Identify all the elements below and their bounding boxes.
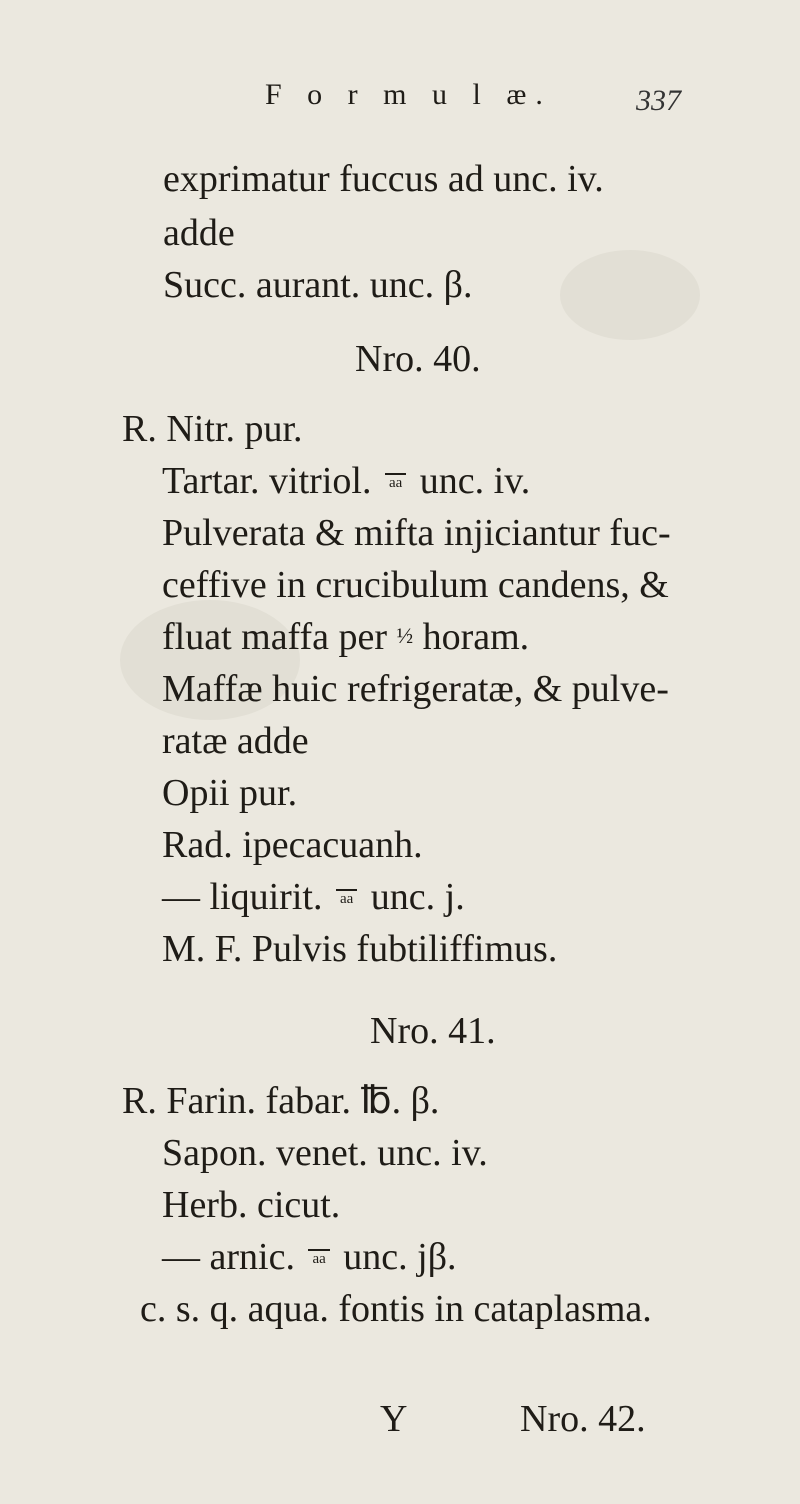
text-line: R. Nitr. pur.: [122, 408, 303, 450]
section-heading: Nro. 41.: [370, 1010, 496, 1052]
text-fragment: — liquirit.: [162, 876, 323, 918]
section-heading: Nro. 40.: [355, 338, 481, 380]
ana-mark: aa: [308, 1249, 329, 1268]
text-line: [162, 1238, 457, 1276]
text-line: Herb. cicut.: [162, 1184, 341, 1226]
text-line: [162, 462, 530, 500]
fraction: ½: [396, 623, 414, 648]
text-fragment: — arnic.: [162, 1236, 295, 1278]
paper-stain: [560, 250, 700, 340]
text-line: [162, 878, 465, 916]
text-line: Succ. aurant. unc. β.: [163, 264, 473, 306]
text-line: Opii pur.: [162, 772, 298, 814]
text-line: ceffive in crucibulum candens, &: [162, 564, 669, 606]
text-line: adde: [163, 212, 235, 254]
text-line: Maffæ huic refrigeratæ, & pulve-: [162, 668, 669, 710]
text-line: Rad. ipecacuanh.: [162, 824, 423, 866]
text-fragment: Tartar. vitriol.: [162, 460, 372, 502]
ana-mark: aa: [336, 889, 357, 908]
ana-mark: aa: [385, 473, 406, 492]
text-fragment: fluat maffa per: [162, 616, 388, 658]
text-line: M. F. Pulvis fubtiliffimus.: [162, 928, 558, 970]
signature-mark: Y: [380, 1398, 408, 1440]
running-title: F o r m u l æ.: [265, 78, 552, 111]
text-fragment: unc. iv.: [419, 460, 531, 502]
text-fragment: unc. j.: [370, 876, 465, 918]
text-fragment: horam.: [422, 616, 530, 658]
catchword: Nro. 42.: [520, 1398, 646, 1440]
page-number: 337: [636, 84, 681, 117]
text-line: [162, 618, 529, 656]
text-line: c. s. q. aqua. fontis in cataplasma.: [140, 1288, 652, 1330]
text-line: Pulverata & mifta injiciantur fuc-: [162, 512, 671, 554]
text-line: exprimatur fuccus ad unc. iv.: [163, 158, 604, 200]
text-line: R. Farin. fabar. ℔. β.: [122, 1080, 440, 1122]
text-line: ratæ adde: [162, 720, 309, 762]
text-line: Sapon. venet. unc. iv.: [162, 1132, 488, 1174]
text-fragment: unc. jβ.: [343, 1236, 457, 1278]
